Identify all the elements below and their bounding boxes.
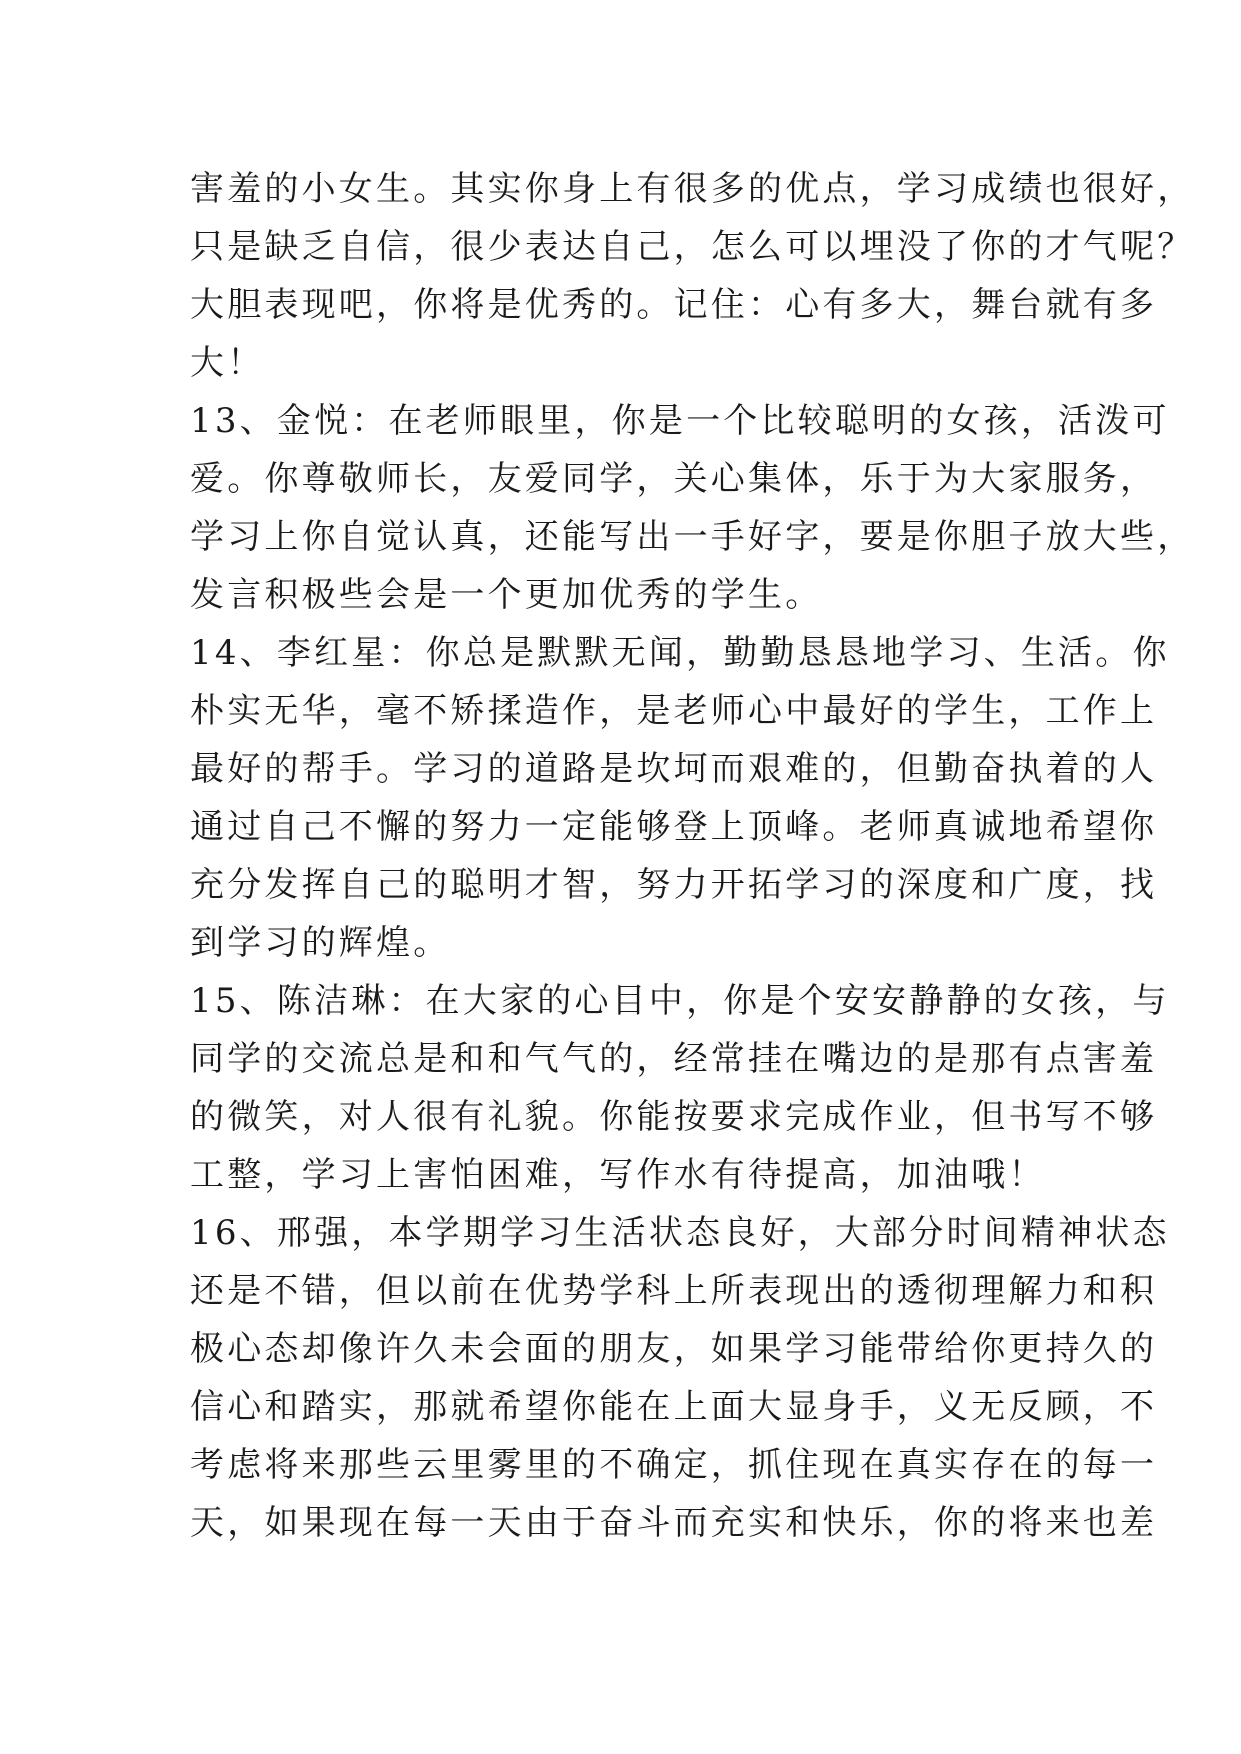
text-line: 14、李红星：你总是默默无闻，勤勤恳恳地学习、生活。你 <box>190 633 1170 673</box>
body-text <box>190 160 1195 1552</box>
text-line: 16、邢强，本学期学习生活状态良好，大部分时间精神状态 <box>190 1213 1170 1253</box>
text-line: 大胆表现吧，你将是优秀的。记住：心有多大，舞台就有多 <box>190 285 1158 325</box>
text-line: 最好的帮手。学习的道路是坎坷而艰难的，但勤奋执着的人 <box>190 749 1158 789</box>
text-line: 天，如果现在每一天由于奋斗而充实和快乐，你的将来也差 <box>190 1503 1158 1543</box>
text-line: 害羞的小女生。其实你身上有很多的优点，学习成绩也很好， <box>190 169 1195 209</box>
text-line: 只是缺乏自信，很少表达自己，怎么可以埋没了你的才气呢？ <box>190 227 1195 267</box>
text-line: 到学习的辉煌。 <box>190 923 451 963</box>
text-line: 考虑将来那些云里雾里的不确定，抓住现在真实存在的每一 <box>190 1445 1158 1485</box>
text-line: 的微笑，对人很有礼貌。你能按要求完成作业，但书写不够 <box>190 1097 1158 1137</box>
text-line: 同学的交流总是和和气气的，经常挂在嘴边的是那有点害羞 <box>190 1039 1158 1079</box>
text-line: 充分发挥自己的聪明才智，努力开拓学习的深度和广度，找 <box>190 865 1158 905</box>
text-line: 朴实无华，毫不矫揉造作，是老师心中最好的学生，工作上 <box>190 691 1158 731</box>
text-line: 大！ <box>190 343 265 383</box>
text-line: 13、金悦：在老师眼里，你是一个比较聪明的女孩，活泼可 <box>190 401 1170 441</box>
text-line: 信心和踏实，那就希望你能在上面大显身手，义无反顾，不 <box>190 1387 1158 1427</box>
text-line: 工整，学习上害怕困难，写作水有待提高，加油哦！ <box>190 1155 1046 1195</box>
text-line: 15、陈洁琳：在大家的心目中，你是个安安静静的女孩，与 <box>190 981 1170 1021</box>
text-line: 通过自己不懈的努力一定能够登上顶峰。老师真诚地希望你 <box>190 807 1158 847</box>
text-line: 爱。你尊敬师长，友爱同学，关心集体，乐于为大家服务， <box>190 459 1158 499</box>
text-line: 学习上你自觉认真，还能写出一手好字，要是你胆子放大些， <box>190 517 1195 557</box>
text-line: 发言积极些会是一个更加优秀的学生。 <box>190 575 823 615</box>
text-line: 还是不错，但以前在优势学科上所表现出的透彻理解力和积 <box>190 1271 1158 1311</box>
text-line: 极心态却像许久未会面的朋友，如果学习能带给你更持久的 <box>190 1329 1158 1369</box>
